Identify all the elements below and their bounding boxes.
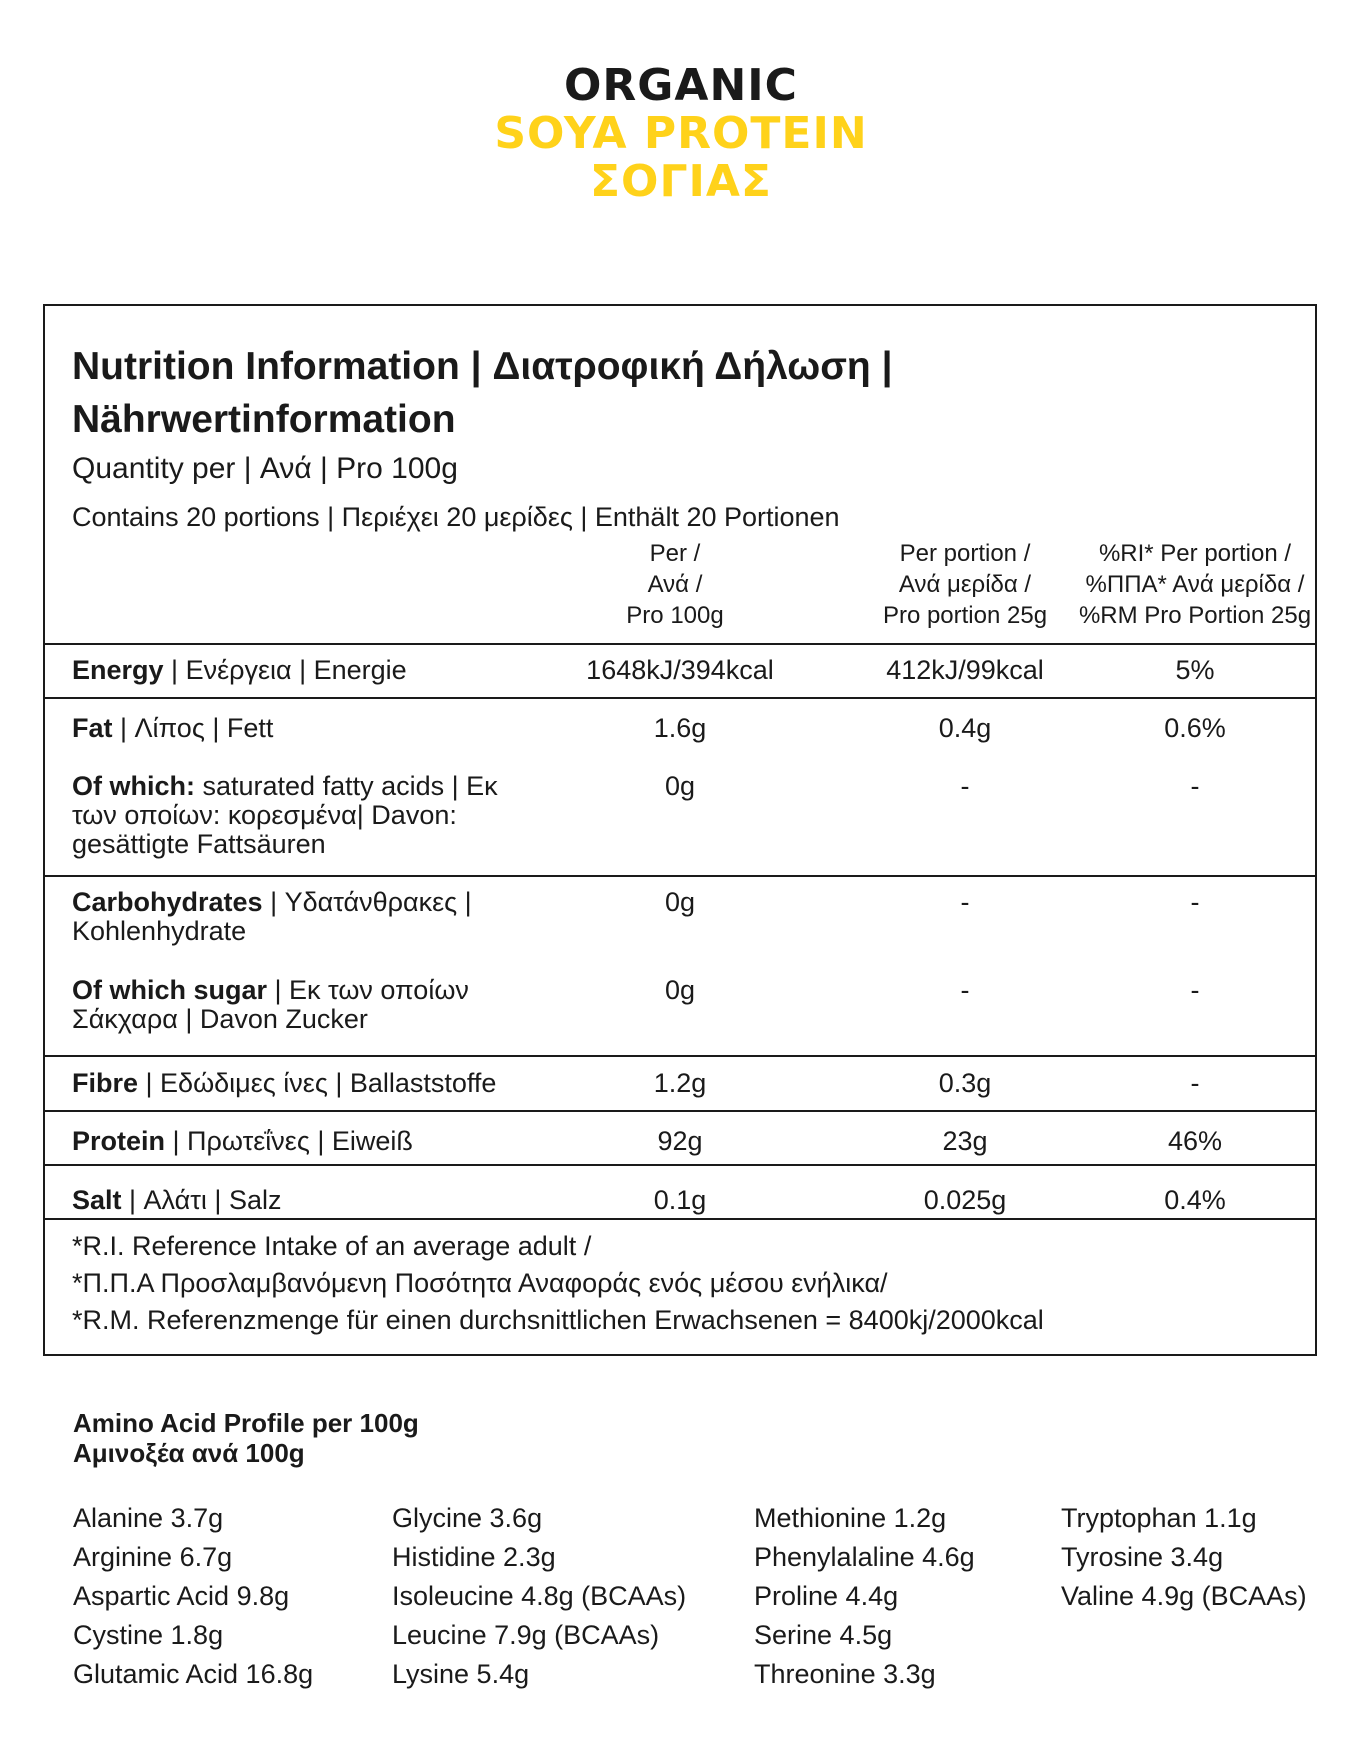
list-item: Alanine 3.7g <box>73 1503 224 1533</box>
saturated-per-portion: - <box>960 771 970 801</box>
sugar-ri: - <box>1190 975 1200 1005</box>
row-label-fat: Fat | Λίπος | Fett <box>72 713 274 743</box>
fat-per-100g: 1.6g <box>653 713 707 743</box>
row-label-saturated: Of which: saturated fatty acids | Εκ των οποίων: κορεσμένα| Davon: gesättigte Fattsäuren <box>72 771 498 859</box>
row-label-carbohydrates: Carbohydrates | Υδατάνθρακες | Kohlenhydrate <box>72 887 472 946</box>
row-label-fibre: Fibre | Εδώδιμες ίνες | Ballaststoffe <box>72 1068 497 1098</box>
list-item: Isoleucine 4.8g (BCAAs) <box>392 1581 687 1611</box>
list-item: Glycine 3.6g <box>392 1503 543 1533</box>
list-item: Arginine 6.7g <box>73 1542 233 1572</box>
nutrition-title: Nutrition Information | Διατροφική Δήλωση | Nährwertinformation <box>72 345 893 441</box>
carbs-per-100g: 0g <box>664 887 696 917</box>
amino-title: Amino Acid Profile per 100g Αμινοξέα ανά 100g <box>73 1408 419 1468</box>
list-item: Tyrosine 3.4g <box>1061 1542 1224 1572</box>
portions-line: Contains 20 portions | Περιέχει 20 μερίδες | Enthält 20 Portionen <box>72 502 840 532</box>
protein-per-portion: 23g <box>942 1126 988 1156</box>
protein-per-100g: 92g <box>657 1126 703 1156</box>
amino-column-1 <box>73 1499 313 1694</box>
salt-per-portion: 0.025g <box>923 1185 1007 1215</box>
saturated-per-100g: 0g <box>664 771 696 801</box>
divider <box>45 875 1315 877</box>
salt-ri: 0.4% <box>1164 1185 1226 1215</box>
energy-per-portion: 412kJ/99kcal <box>886 655 1044 685</box>
divider <box>45 1218 1315 1220</box>
fibre-per-100g: 1.2g <box>653 1068 707 1098</box>
sugar-per-100g: 0g <box>664 975 696 1005</box>
list-item: Phenylalaline 4.6g <box>754 1542 975 1572</box>
amino-column-2 <box>392 1499 686 1694</box>
list-item: Serine 4.5g <box>754 1620 893 1650</box>
quantity-line: Quantity per | Ανά | Pro 100g <box>72 452 458 485</box>
row-label-salt: Salt | Αλάτι | Salz <box>72 1185 282 1215</box>
list-item: Glutamic Acid 16.8g <box>73 1659 314 1689</box>
list-item: Aspartic Acid 9.8g <box>73 1581 290 1611</box>
nutrition-panel <box>43 304 1317 1356</box>
column-header-per-portion: Per portion / Ανά μερίδα / Pro portion 25g <box>882 540 1048 629</box>
carbs-ri: - <box>1190 887 1200 917</box>
divider <box>45 1164 1315 1166</box>
row-label-protein: Protein | Πρωτεΐνες | Eiweiß <box>72 1126 413 1156</box>
divider <box>45 1055 1315 1057</box>
protein-ri: 46% <box>1167 1126 1223 1156</box>
column-header-per-100g: Per / Ανά / Pro 100g <box>626 540 724 629</box>
energy-per-100g: 1648kJ/394kcal <box>586 655 774 685</box>
list-item: Histidine 2.3g <box>392 1542 556 1572</box>
divider <box>45 643 1315 645</box>
list-item: Tryptophan 1.1g <box>1061 1503 1257 1533</box>
brand-line-product: SOYA PROTEIN <box>494 108 868 159</box>
list-item: Lysine 5.4g <box>392 1659 530 1689</box>
fibre-per-portion: 0.3g <box>938 1068 992 1098</box>
footnotes: *R.I. Reference Intake of an average adult / *Π.Π.Α Προσλαμβανόμενη Ποσότητα Αναφοράς ενός μέσου ενήλικα/ *R.M. Referenzmenge für einen durchsnittlichen Erwachsenen = 8400kj/2000kcal <box>72 1231 1044 1335</box>
row-label-sugar: Of which sugar | Εκ των οποίων Σάκχαρα | Davon Zucker <box>72 975 469 1034</box>
column-header-ri: %RI* Per portion / %ΠΠΑ* Ανά μερίδα / %RM Pro Portion 25g <box>1078 540 1312 629</box>
divider <box>45 697 1315 699</box>
carbs-per-portion: - <box>960 887 970 917</box>
energy-ri: 5% <box>1175 655 1215 685</box>
list-item: Cystine 1.8g <box>73 1620 224 1650</box>
fibre-ri: - <box>1190 1068 1200 1098</box>
product-title <box>0 62 1362 206</box>
amino-column-3 <box>754 1499 975 1694</box>
list-item: Threonine 3.3g <box>754 1659 936 1689</box>
list-item: Leucine 7.9g (BCAAs) <box>392 1620 660 1650</box>
list-item: Valine 4.9g (BCAAs) <box>1061 1581 1307 1611</box>
row-label-energy: Energy | Ενέργεια | Energie <box>72 655 407 685</box>
brand-line-organic: ORGANIC <box>564 60 798 111</box>
salt-per-100g: 0.1g <box>653 1185 707 1215</box>
list-item: Proline 4.4g <box>754 1581 899 1611</box>
brand-line-greek: ΣΟΓΙΑΣ <box>590 156 772 207</box>
list-item: Methionine 1.2g <box>754 1503 947 1533</box>
fat-per-portion: 0.4g <box>938 713 992 743</box>
fat-ri: 0.6% <box>1164 713 1226 743</box>
amino-column-4 <box>1061 1499 1307 1616</box>
sugar-per-portion: - <box>960 975 970 1005</box>
saturated-ri: - <box>1190 771 1200 801</box>
divider <box>45 1110 1315 1112</box>
